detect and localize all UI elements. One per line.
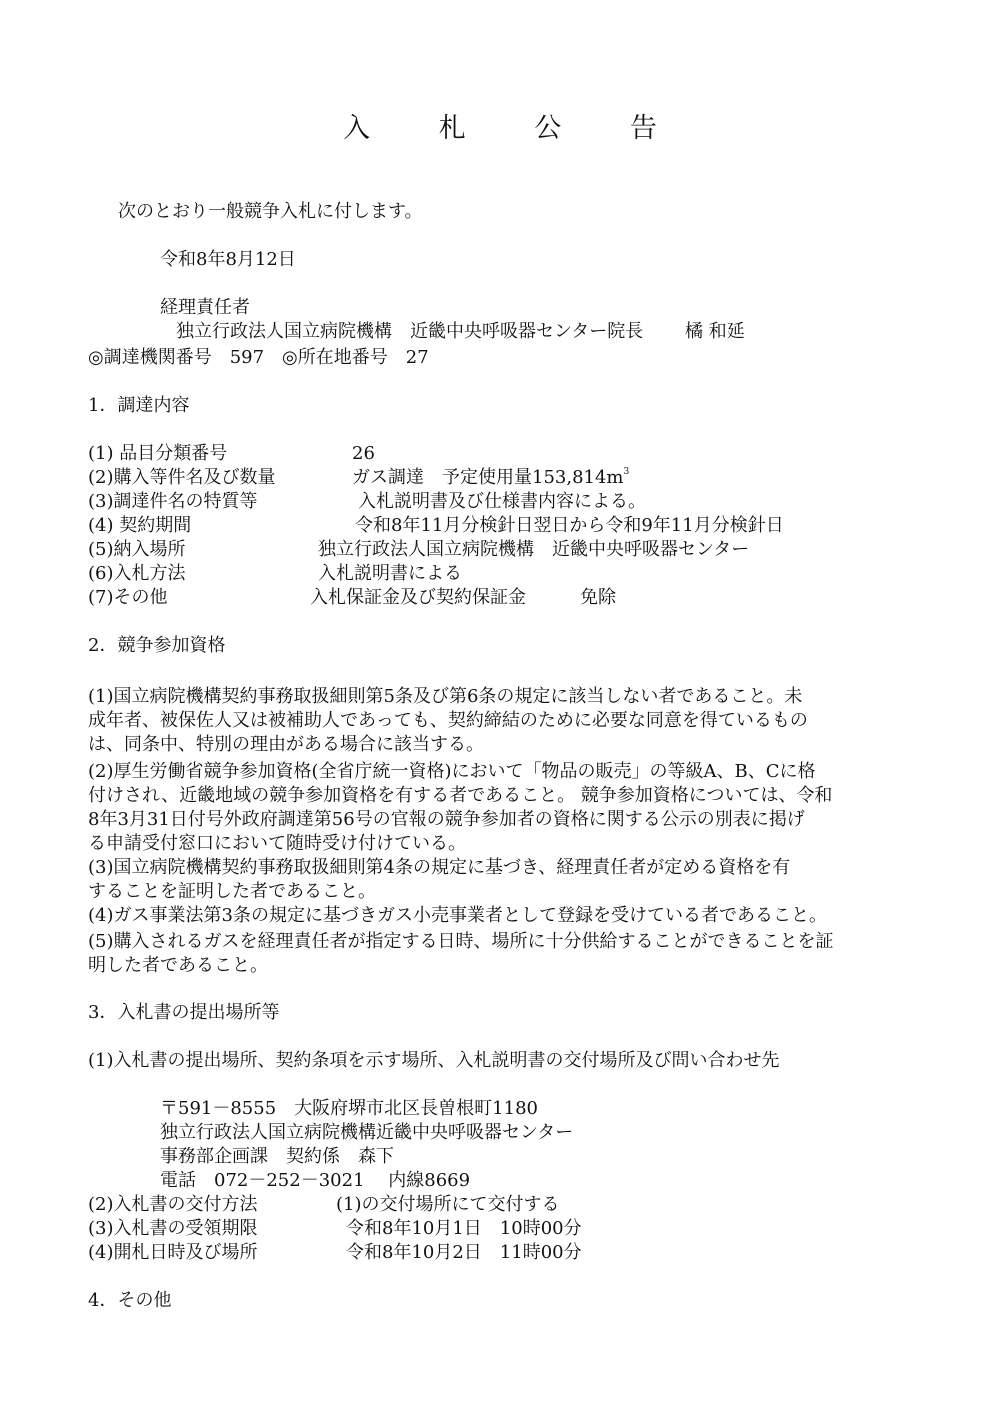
- address-line: 電話 072－252－3021 内線8669: [160, 1170, 471, 1191]
- qualification-line: 明した者であること。: [88, 955, 268, 976]
- qualification-line: することを証明した者であること。: [88, 881, 376, 902]
- section3-heading: 3．入札書の提出場所等: [88, 1002, 280, 1023]
- qualification-line: (4)ガス事業法第3条の規定に基づきガス小売事業者として登録を受けている者であること。: [88, 905, 827, 926]
- qualification-line: 付けされ、近畿地域の競争参加資格を有する者であること。 競争参加資格については、令和: [88, 785, 833, 806]
- qualification-line: は、同条中、特別の理由がある場合に該当する。: [88, 734, 484, 755]
- item-label: (1) 品目分類番号: [88, 443, 228, 464]
- item-value: 令和8年11月分検針日翌日から令和9年11月分検針日: [355, 515, 784, 536]
- item-value: 入札保証金及び契約保証金 免除: [310, 587, 616, 608]
- notice-date: 令和8年8月12日: [160, 249, 296, 270]
- agency-numbers: ◎調達機関番号 597 ◎所在地番号 27: [88, 347, 429, 368]
- item-value: 独立行政法人国立病院機構 近畿中央呼吸器センター: [318, 539, 750, 560]
- item-label: (2)購入等件名及び数量: [88, 467, 276, 488]
- item-label: (5)納入場所: [88, 539, 186, 560]
- qualification-line: 成年者、被保佐人又は被補助人であっても、契約締結のために必要な同意を得ているもの: [88, 710, 808, 731]
- qualification-line: (1)国立病院機構契約事務取扱細則第5条及び第6条の規定に該当しない者であること。未: [88, 686, 803, 707]
- section4-heading: 4．その他: [88, 1290, 172, 1311]
- item-label: (4) 契約期間: [88, 515, 192, 536]
- document-title: 入 札 公 告: [343, 113, 687, 144]
- qualification-line: (5)購入されるガスを経理責任者が指定する日時、場所に十分供給することができることを証: [88, 931, 834, 952]
- item-label: (2)入札書の交付方法: [88, 1194, 258, 1215]
- official-role: 経理責任者: [160, 297, 250, 318]
- item-label: (3)入札書の受領期限: [88, 1218, 258, 1239]
- address-line: 〒591－8555 大阪府堺市北区長曽根町1180: [160, 1098, 538, 1119]
- official-name: 独立行政法人国立病院機構 近畿中央呼吸器センター院長 橘 和延: [176, 321, 745, 342]
- item-value: 26: [352, 443, 375, 464]
- item-label: (3)調達件名の特質等: [88, 491, 258, 512]
- section1-heading: 1．調達内容: [88, 395, 190, 416]
- item-value: 入札説明書による: [318, 563, 462, 584]
- item-value: 令和8年10月1日 10時00分: [346, 1218, 582, 1239]
- item-value: 令和8年10月2日 11時00分: [346, 1242, 582, 1263]
- item-label: (6)入札方法: [88, 563, 186, 584]
- address-line: 独立行政法人国立病院機構近畿中央呼吸器センター: [160, 1122, 574, 1143]
- qualification-line: (3)国立病院機構契約事務取扱細則第4条の規定に基づき、経理責任者が定める資格を有: [88, 857, 791, 878]
- address-line: 事務部企画課 契約係 森下: [160, 1146, 394, 1167]
- item-value: 入札説明書及び仕様書内容による。: [358, 491, 646, 512]
- item-label: (4)開札日時及び場所: [88, 1242, 258, 1263]
- intro-text: 次のとおり一般競争入札に付します。: [118, 201, 423, 222]
- qualification-line: る申請受付窓口において随時受け付けている。: [88, 833, 466, 854]
- quantity-text: ガス調達 予定使用量153,814m: [352, 467, 624, 488]
- submission-place-line: (1)入札書の提出場所、契約条項を示す場所、入札説明書の交付場所及び問い合わせ先: [88, 1050, 780, 1071]
- qualification-line: 8年3月31日付号外政府調達第56号の官報の競争参加者の資格に関する公示の別表に掲げ: [88, 809, 805, 830]
- item-value: (1)の交付場所にて交付する: [336, 1194, 560, 1215]
- cubic-unit: 3: [623, 467, 630, 477]
- item-value: [352, 466, 629, 490]
- item-label: (7)その他: [88, 587, 168, 608]
- section2-heading: 2．競争参加資格: [88, 635, 226, 656]
- qualification-line: (2)厚生労働省競争参加資格(全省庁統一資格)において「物品の販売」の等級A、B、Cに格: [88, 761, 816, 782]
